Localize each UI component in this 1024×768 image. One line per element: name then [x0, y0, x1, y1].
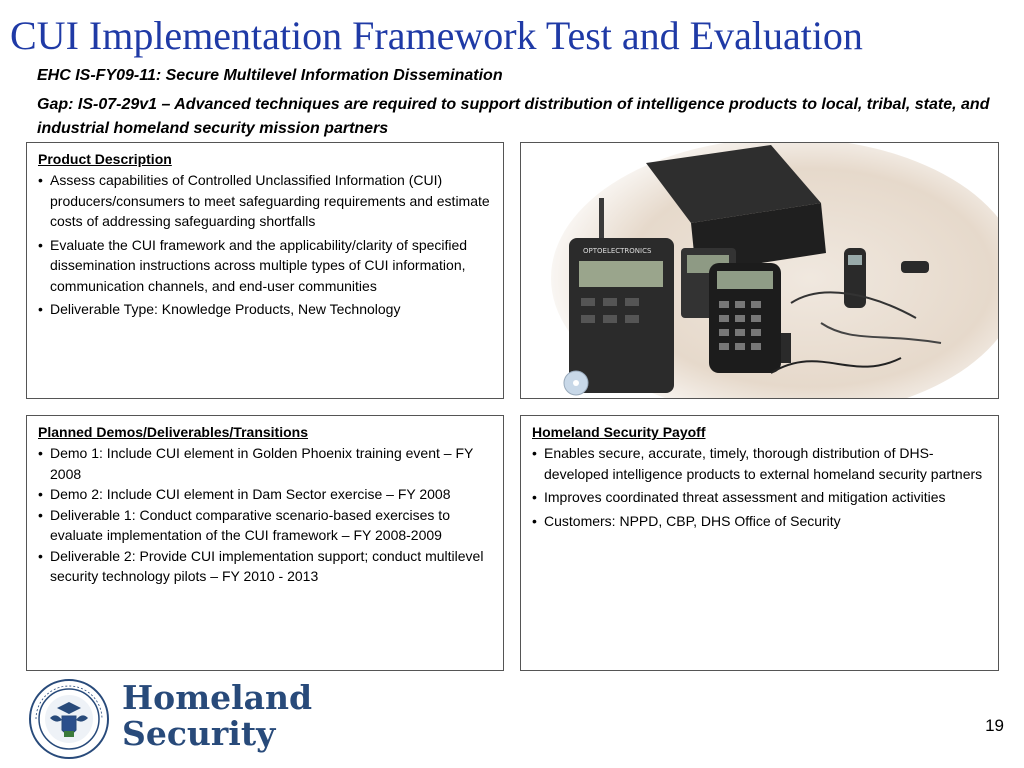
bullet-icon: • — [38, 486, 43, 502]
list-item: • Evaluate the CUI framework and the applicability/clarity of specified dissemination instructions across multiple types of CUI information, communication channels, and end-user communities — [38, 236, 468, 294]
logo-text-homeland: Homeland — [122, 678, 313, 717]
bullet-icon: • — [532, 489, 537, 505]
bullet-icon: • — [38, 547, 43, 564]
equipment-photo-box — [520, 142, 999, 399]
list-item: • Assess capabilities of Controlled Unclassified Information (CUI) producers/consumers to meet safeguarding requirements and estimate costs of addressing safeguarding shortfalls — [38, 172, 490, 229]
bullet-icon: • — [532, 445, 537, 461]
list-item: • Demo 2: Include CUI element in Dam Sector exercise – FY 2008 — [38, 484, 493, 505]
list-item: • Deliverable Type: Knowledge Products, New Technology — [38, 299, 493, 320]
page-number: 19 — [985, 716, 1004, 735]
project-subtitle: EHC IS-FY09-11: Secure Multilevel Information Dissemination — [37, 67, 503, 84]
bullet-icon: • — [38, 172, 43, 188]
payoff-list — [532, 443, 988, 531]
homeland-security-payoff-box — [520, 415, 999, 671]
product-description-box — [26, 142, 504, 399]
list-item: • Deliverable 1: Conduct comparative scenario-based exercises to evaluate implementation of the CUI framework – FY 2008-2009 — [38, 506, 450, 543]
payoff-heading: Homeland Security Payoff — [532, 424, 706, 440]
list-item: • Demo 1: Include CUI element in Golden Phoenix training event – FY 2008 — [38, 445, 474, 482]
scanner-brand-label: OPTOELECTRONICS — [583, 247, 652, 255]
slide-title: CUI Implementation Framework Test and Evaluation — [10, 13, 863, 58]
bullet-icon: • — [38, 236, 43, 253]
bullet-icon: • — [38, 506, 43, 523]
list-item: • Deliverable 2: Provide CUI implementation support; conduct multilevel security technology pilots – FY 2010 - 2013 — [38, 547, 484, 584]
gap-statement: Gap: IS-07-29v1 – Advanced techniques are required to support distribution of intelligence products to local, tribal, state, and industrial homeland security mission partners — [37, 96, 990, 137]
dhs-logo — [28, 678, 318, 760]
planned-demos-box — [26, 415, 504, 671]
bullet-icon: • — [38, 445, 43, 461]
communications-equipment-photo — [521, 143, 998, 398]
planned-demos-heading: Planned Demos/Deliverables/Transitions — [38, 424, 308, 440]
product-description-heading: Product Description — [38, 151, 172, 167]
dhs-seal-icon — [28, 678, 110, 760]
planned-demos-list — [38, 443, 493, 587]
logo-text-security: Security — [122, 714, 276, 753]
list-item: • Customers: NPPD, CBP, DHS Office of Security — [532, 511, 988, 532]
list-item: • Enables secure, accurate, timely, thorough distribution of DHS-developed intelligence products to external homeland security partners — [532, 445, 983, 482]
bullet-icon: • — [532, 512, 537, 529]
product-description-list — [38, 170, 493, 320]
list-item: • Improves coordinated threat assessment and mitigation activities — [532, 487, 988, 508]
bullet-icon: • — [38, 301, 43, 317]
